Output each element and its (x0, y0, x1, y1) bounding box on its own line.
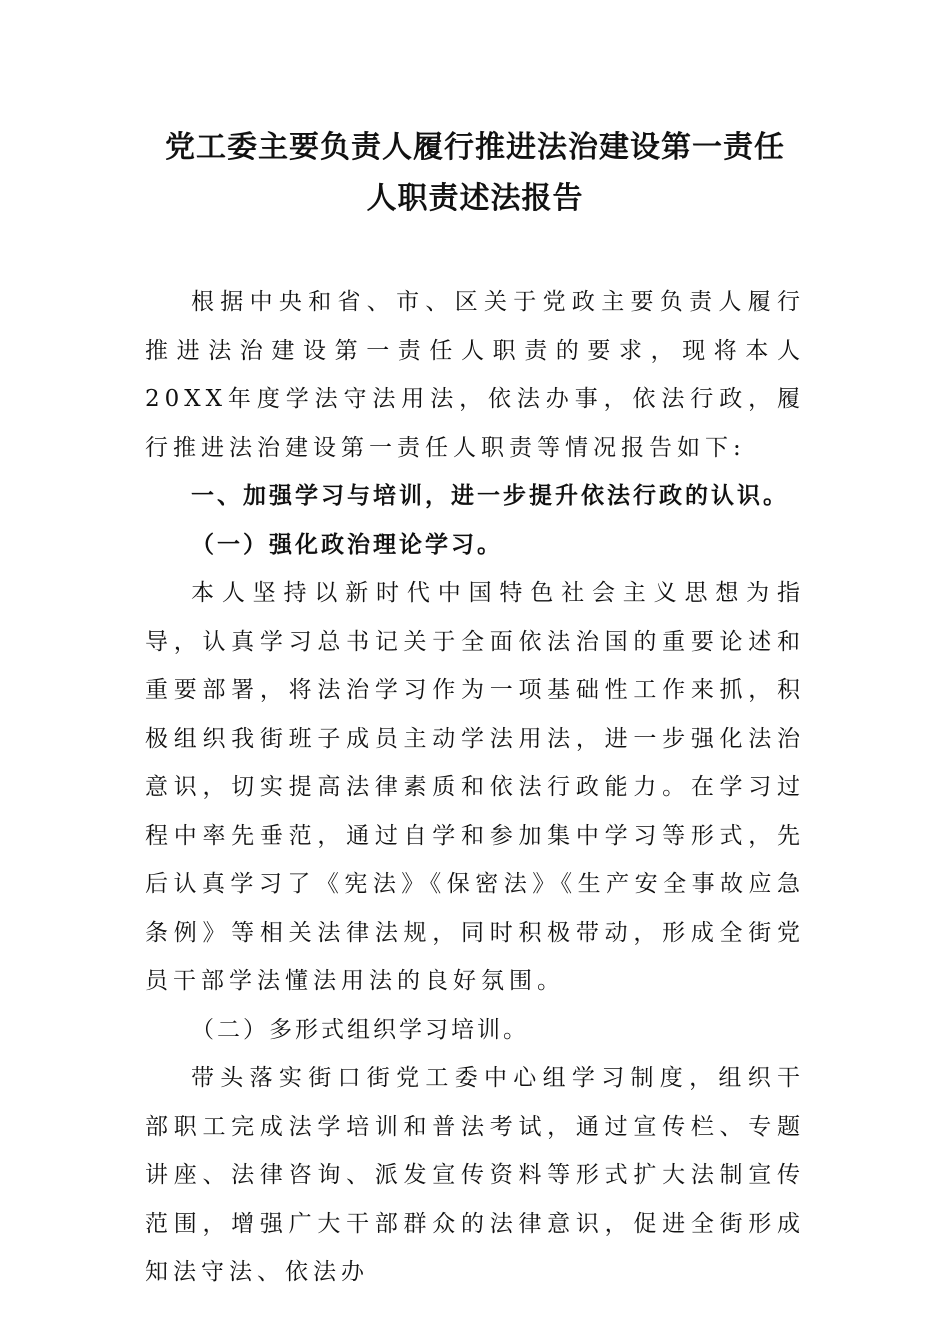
subsection-2-paragraph: 带头落实街口街党工委中心组学习制度，组织干部职工完成法学培训和普法考试，通过宣传栏、专题讲座、法律咨询、派发宣传资料等形式扩大法制宣传范围，增强广大干部群众的法律意识，促进全街形成知法守法、依法办 (145, 1065, 805, 1285)
subsection-2-heading: （二）多形式组织学习培训。 (191, 1016, 529, 1043)
subsection-1-paragraph: 本人坚持以新时代中国特色社会主义思想为指导，认真学习总书记关于全面依法治国的重要论述和重要部署，将法治学习作为一项基础性工作来抓，积极组织我街班子成员主动学法用法，进一步强化法治意识，切实提高法律素质和依法行政能力。在学习过程中率先垂范，通过自学和参加集中学习等形式，先后认真学习了《宪法》《保密法》《生产安全事故应急条例》等相关法律法规，同时积极带动，形成全街党员干部学法懂法用法的良好氛围。 (145, 580, 805, 994)
intro-paragraph: 根据中央和省、市、区关于党政主要负责人履行推进法治建设第一责任人职责的要求，现将本人20XX年度学法守法用法，依法办事，依法行政，履行推进法治建设第一责任人职责等情况报告如下: (145, 289, 805, 461)
subsection-1-heading: （一）强化政治理论学习。 (191, 531, 503, 558)
document-title (145, 122, 805, 224)
section-1-heading: 一、加强学习与培训，进一步提升依法行政的认识。 (191, 483, 789, 509)
document-body (145, 278, 805, 1297)
title-line-2: 人职责述法报告 (366, 181, 584, 216)
title-line-1: 党工委主要负责人履行推进法治建设第一责任 (165, 130, 785, 165)
